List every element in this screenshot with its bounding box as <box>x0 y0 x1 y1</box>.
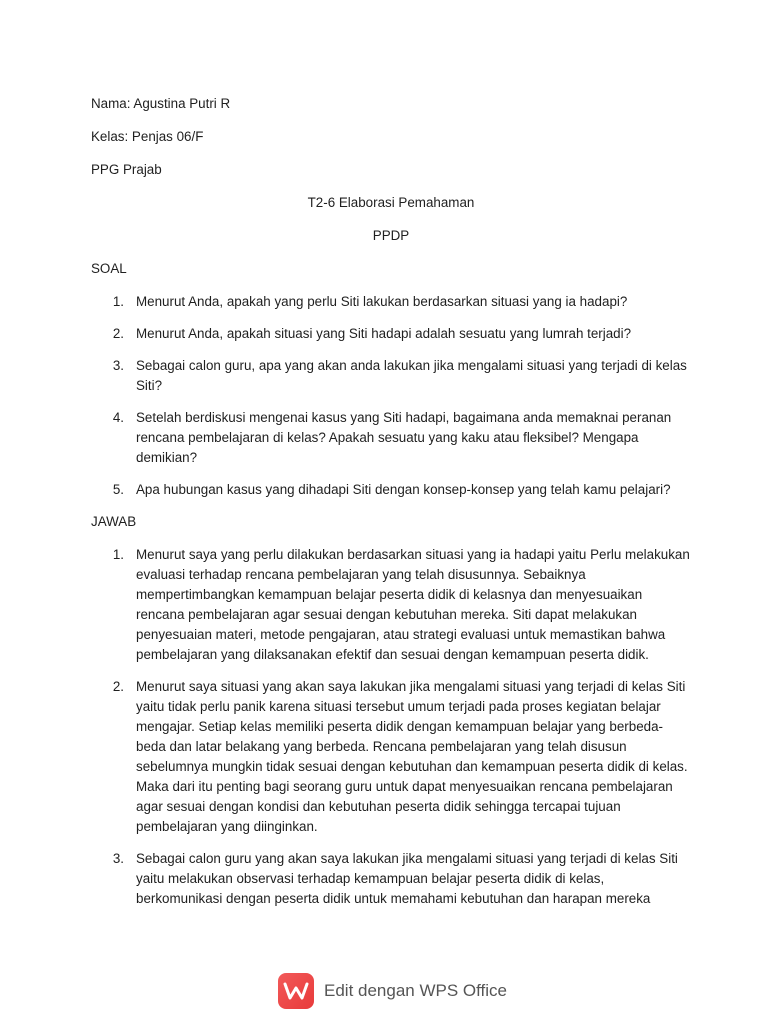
list-text: Sebagai calon guru, apa yang akan anda lakukan jika mengalami situasi yang terjadi di kelas Siti? <box>136 358 687 393</box>
soal-heading: SOAL <box>91 261 127 276</box>
list-text: Sebagai calon guru yang akan saya lakukan jika mengalami situasi yang terjadi di kelas Siti yaitu melakukan observasi terhadap kemampuan belajar peserta didik di kelas, berkomunikasi dengan peserta didik untuk memahami kebutuhan dan harapan mereka <box>136 851 678 906</box>
list-item <box>91 324 691 344</box>
jawab-list <box>91 545 691 909</box>
list-item <box>91 292 691 312</box>
list-number: 3. <box>112 851 124 866</box>
list-text: Menurut Anda, apakah situasi yang Siti hadapi adalah sesuatu yang lumrah terjadi? <box>136 326 632 341</box>
list-item <box>91 408 691 468</box>
list-item <box>91 545 691 665</box>
document-page <box>91 94 691 921</box>
wps-edit-label: Edit dengan WPS Office <box>324 981 508 1000</box>
student-class: Kelas: Penjas 06/F <box>91 129 204 144</box>
list-text: Apa hubungan kasus yang dihadapi Siti dengan konsep-konsep yang telah kamu pelajari? <box>136 482 671 497</box>
list-number: 1. <box>112 547 124 562</box>
wps-office-logo-icon <box>278 973 314 1009</box>
list-item <box>91 480 691 500</box>
list-number: 5. <box>112 482 124 497</box>
document-subtitle: PPDP <box>372 228 410 243</box>
list-number: 4. <box>112 410 124 425</box>
document-title: T2-6 Elaborasi Pemahaman <box>307 195 475 210</box>
list-item <box>91 677 691 837</box>
list-number: 2. <box>112 326 124 341</box>
jawab-heading: JAWAB <box>91 514 137 529</box>
soal-list <box>91 292 691 500</box>
student-name: Nama: Agustina Putri R <box>91 96 231 111</box>
wps-edit-button[interactable] <box>278 972 507 1010</box>
list-text: Menurut saya situasi yang akan saya lakukan jika mengalami situasi yang terjadi di kelas Siti yaitu tidak perlu panik karena situasi tersebut umum terjadi pada proses kegiatan belajar mengajar. Setiap kelas memiliki peserta didik dengan kemampuan belajar yang berbeda-beda dan latar belakang yang berbeda. Rencana pembelajaran yang telah disusun sebelumnya mungkin tidak sesuai dengan kebutuhan dan kemampuan peserta didik di kelas. Maka dari itu penting bagi seorang guru untuk dapat menyesuaikan rencana pembelajaran agar sesuai dengan kondisi dan kebutuhan peserta didik sehingga tercapai tujuan pembelajaran yang diinginkan. <box>136 679 688 834</box>
list-number: 1. <box>112 294 124 309</box>
list-item <box>91 356 691 396</box>
list-text: Menurut Anda, apakah yang perlu Siti lakukan berdasarkan situasi yang ia hadapi? <box>136 294 628 309</box>
program-name: PPG Prajab <box>91 162 162 177</box>
list-text: Menurut saya yang perlu dilakukan berdasarkan situasi yang ia hadapi yaitu Perlu melakukan evaluasi terhadap rencana pembelajaran yang telah disusunnya. Sebaiknya mempertimbangkan kemampuan belajar peserta didik di kelasnya dan menyesuaikan rencana pembelajaran agar sesuai dengan kebutuhan mereka. Siti dapat melakukan penyesuaian materi, metode pengajaran, atau strategi evaluasi untuk memastikan bahwa pembelajaran yang dilaksanakan efektif dan sesuai dengan kemampuan peserta didik. <box>136 547 690 662</box>
list-item <box>91 849 691 909</box>
list-number: 3. <box>112 358 124 373</box>
list-number: 2. <box>112 679 124 694</box>
list-text: Setelah berdiskusi mengenai kasus yang Siti hadapi, bagaimana anda memaknai peranan rencana pembelajaran di kelas? Apakah sesuatu yang kaku atau fleksibel? Mengapa demikian? <box>136 410 672 465</box>
